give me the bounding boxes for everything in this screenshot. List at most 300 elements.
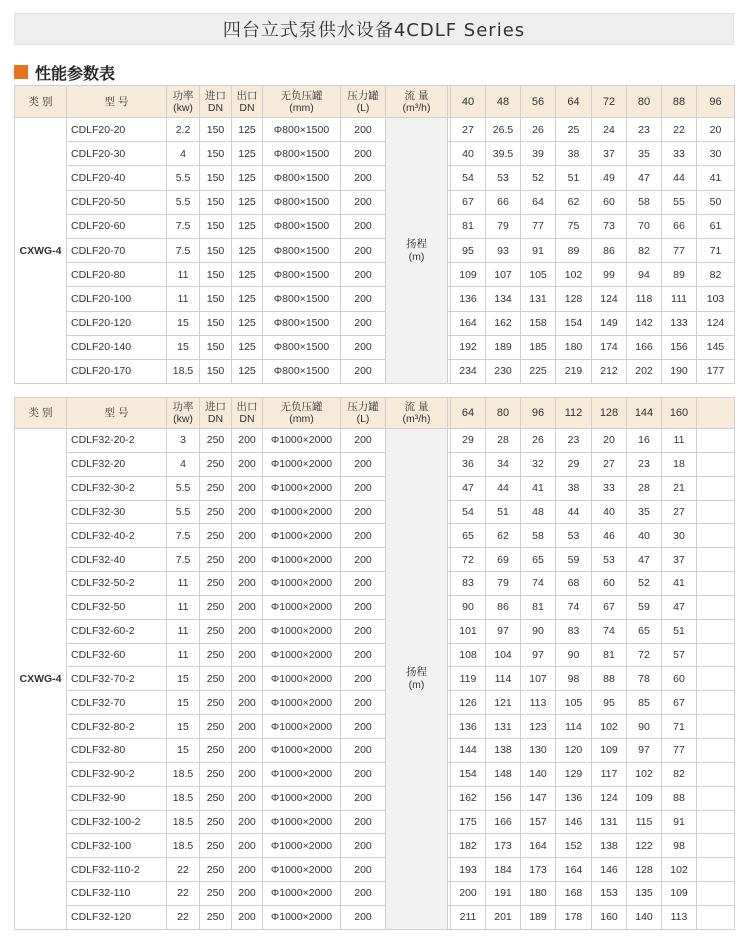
head-value-cell: 26 bbox=[521, 118, 556, 142]
head-value-cell: 74 bbox=[556, 595, 592, 619]
empty-cell bbox=[697, 858, 735, 882]
head-value-cell: 142 bbox=[627, 311, 662, 335]
outlet-header-label: 出口 bbox=[236, 89, 258, 102]
head-value-cell: 61 bbox=[697, 214, 735, 238]
outlet-cell: 125 bbox=[232, 359, 263, 383]
head-value-cell: 138 bbox=[486, 738, 521, 762]
head-value-cell: 90 bbox=[451, 595, 486, 619]
model-cell: CDLF32-100-2 bbox=[67, 810, 167, 834]
power-cell: 15 bbox=[167, 335, 200, 359]
table-row bbox=[15, 190, 735, 214]
head-value-cell: 85 bbox=[627, 691, 662, 715]
head-value-cell: 128 bbox=[556, 287, 592, 311]
head-value-cell: 164 bbox=[451, 311, 486, 335]
table-row bbox=[15, 595, 735, 619]
model-cell: CDLF32-110 bbox=[67, 882, 167, 906]
power-cell: 5.5 bbox=[167, 166, 200, 190]
power-cell: 11 bbox=[167, 595, 200, 619]
head-value-cell: 83 bbox=[451, 572, 486, 596]
head-value-cell: 212 bbox=[592, 359, 627, 383]
head-value-cell: 109 bbox=[627, 786, 662, 810]
head-value-cell: 101 bbox=[451, 619, 486, 643]
outlet-cell: 200 bbox=[232, 548, 263, 572]
head-value-cell: 157 bbox=[521, 810, 556, 834]
head-value-cell: 51 bbox=[556, 166, 592, 190]
head-value-cell: 189 bbox=[486, 335, 521, 359]
head-value-cell: 72 bbox=[627, 643, 662, 667]
inlet-cell: 250 bbox=[200, 738, 232, 762]
table-row bbox=[15, 810, 735, 834]
head-value-cell: 138 bbox=[592, 834, 627, 858]
head-value-cell: 89 bbox=[556, 238, 592, 262]
outlet-cell: 200 bbox=[232, 691, 263, 715]
head-value-cell: 102 bbox=[662, 858, 697, 882]
tank-cell: Φ800×1500 bbox=[263, 311, 341, 335]
outlet-cell: 200 bbox=[232, 786, 263, 810]
power-cell: 5.5 bbox=[167, 476, 200, 500]
outlet-cell: 200 bbox=[232, 810, 263, 834]
model-header: 型 号 bbox=[67, 86, 167, 118]
inlet-cell: 250 bbox=[200, 810, 232, 834]
model-cell: CDLF20-100 bbox=[67, 287, 167, 311]
head-value-cell: 104 bbox=[486, 643, 521, 667]
head-value-cell: 49 bbox=[592, 166, 627, 190]
outlet-cell: 125 bbox=[232, 142, 263, 166]
model-cell: CDLF20-170 bbox=[67, 359, 167, 383]
head-value-cell: 178 bbox=[556, 905, 592, 929]
model-cell: CDLF32-20 bbox=[67, 452, 167, 476]
outlet-header-label: 出口 bbox=[236, 401, 258, 413]
power-cell: 4 bbox=[167, 452, 200, 476]
outlet-cell: 200 bbox=[232, 452, 263, 476]
flow-value-header: 48 bbox=[486, 86, 521, 118]
head-value-cell: 145 bbox=[697, 335, 735, 359]
head-value-cell: 97 bbox=[627, 738, 662, 762]
square-marker-icon bbox=[14, 65, 28, 79]
head-value-cell: 166 bbox=[486, 810, 521, 834]
head-value-cell: 54 bbox=[451, 166, 486, 190]
head-value-cell: 20 bbox=[697, 118, 735, 142]
head-value-cell: 168 bbox=[556, 882, 592, 906]
head-value-cell: 111 bbox=[662, 287, 697, 311]
pressure-tank-cell: 200 bbox=[341, 691, 386, 715]
head-value-cell: 67 bbox=[662, 691, 697, 715]
inlet-cell: 250 bbox=[200, 548, 232, 572]
inlet-cell: 150 bbox=[200, 335, 232, 359]
head-value-cell: 144 bbox=[451, 738, 486, 762]
head-value-cell: 75 bbox=[556, 214, 592, 238]
head-value-cell: 148 bbox=[486, 762, 521, 786]
pressure-tank-cell: 200 bbox=[341, 834, 386, 858]
table-row bbox=[15, 905, 735, 929]
head-value-cell: 124 bbox=[697, 311, 735, 335]
head-value-cell: 71 bbox=[697, 238, 735, 262]
head-value-cell: 164 bbox=[556, 858, 592, 882]
head-value-cell: 174 bbox=[592, 335, 627, 359]
head-value-cell: 72 bbox=[451, 548, 486, 572]
head-value-cell: 117 bbox=[592, 762, 627, 786]
head-value-cell: 114 bbox=[486, 667, 521, 691]
pressure-tank-header-unit: (L) bbox=[356, 101, 370, 114]
pressure-tank-cell: 200 bbox=[341, 905, 386, 929]
tank-cell: Φ800×1500 bbox=[263, 118, 341, 142]
head-value-cell: 26 bbox=[521, 429, 556, 453]
head-value-cell: 81 bbox=[521, 595, 556, 619]
flow-value-header: 80 bbox=[486, 398, 521, 429]
head-value-cell: 113 bbox=[662, 905, 697, 929]
pressure-tank-cell: 200 bbox=[341, 715, 386, 739]
tank-cell: Φ1000×2000 bbox=[263, 667, 341, 691]
power-header-unit: (kw) bbox=[173, 101, 193, 114]
table-row bbox=[15, 166, 735, 190]
head-value-cell: 77 bbox=[521, 214, 556, 238]
power-cell: 15 bbox=[167, 691, 200, 715]
model-cell: CDLF32-50-2 bbox=[67, 572, 167, 596]
head-value-cell: 44 bbox=[486, 476, 521, 500]
table-row bbox=[15, 142, 735, 166]
empty-cell bbox=[697, 500, 735, 524]
head-value-cell: 58 bbox=[521, 524, 556, 548]
empty-cell bbox=[697, 452, 735, 476]
pressure-tank-cell: 200 bbox=[341, 643, 386, 667]
outlet-cell: 125 bbox=[232, 214, 263, 238]
power-cell: 18.5 bbox=[167, 786, 200, 810]
head-value-cell: 102 bbox=[556, 263, 592, 287]
outlet-cell: 200 bbox=[232, 715, 263, 739]
head-value-cell: 200 bbox=[451, 882, 486, 906]
pressure-tank-cell: 200 bbox=[341, 500, 386, 524]
model-cell: CDLF32-80-2 bbox=[67, 715, 167, 739]
head-label-cell bbox=[386, 118, 448, 384]
head-value-cell: 82 bbox=[662, 762, 697, 786]
tank-cell: Φ1000×2000 bbox=[263, 452, 341, 476]
tank-cell: Φ800×1500 bbox=[263, 359, 341, 383]
pressure-tank-header bbox=[341, 86, 386, 118]
head-value-cell: 177 bbox=[697, 359, 735, 383]
head-unit: (m) bbox=[408, 250, 425, 263]
outlet-cell: 125 bbox=[232, 311, 263, 335]
model-header: 型 号 bbox=[67, 398, 167, 429]
table-row bbox=[15, 786, 735, 810]
table-row bbox=[15, 762, 735, 786]
inlet-cell: 250 bbox=[200, 762, 232, 786]
inlet-cell: 150 bbox=[200, 166, 232, 190]
inlet-header bbox=[200, 86, 232, 118]
section-title: 性能参数表 bbox=[35, 63, 116, 83]
table-row bbox=[15, 429, 735, 453]
power-cell: 11 bbox=[167, 619, 200, 643]
empty-cell bbox=[697, 762, 735, 786]
head-value-cell: 102 bbox=[592, 715, 627, 739]
head-value-cell: 90 bbox=[556, 643, 592, 667]
head-value-cell: 160 bbox=[592, 905, 627, 929]
tank-cell: Φ1000×2000 bbox=[263, 524, 341, 548]
empty-header-cell bbox=[697, 398, 735, 429]
flow-header-unit: (m³/h) bbox=[402, 101, 431, 114]
outlet-cell: 125 bbox=[232, 335, 263, 359]
pressure-tank-cell: 200 bbox=[341, 858, 386, 882]
head-value-cell: 37 bbox=[662, 548, 697, 572]
model-cell: CDLF32-20-2 bbox=[67, 429, 167, 453]
head-value-cell: 94 bbox=[627, 263, 662, 287]
empty-cell bbox=[697, 524, 735, 548]
tank-cell: Φ1000×2000 bbox=[263, 810, 341, 834]
head-value-cell: 118 bbox=[627, 287, 662, 311]
head-value-cell: 40 bbox=[451, 142, 486, 166]
power-cell: 11 bbox=[167, 572, 200, 596]
head-value-cell: 102 bbox=[627, 762, 662, 786]
head-value-cell: 44 bbox=[662, 166, 697, 190]
outlet-cell: 200 bbox=[232, 905, 263, 929]
outlet-cell: 125 bbox=[232, 118, 263, 142]
head-value-cell: 28 bbox=[486, 429, 521, 453]
pressure-tank-cell: 200 bbox=[341, 548, 386, 572]
inlet-header-label: 进口 bbox=[205, 401, 226, 413]
performance-table-cdlf20 bbox=[14, 85, 735, 384]
pressure-tank-cell: 200 bbox=[341, 738, 386, 762]
head-value-cell: 95 bbox=[592, 691, 627, 715]
head-label: 扬程 bbox=[406, 237, 427, 250]
tank-cell: Φ1000×2000 bbox=[263, 834, 341, 858]
head-value-cell: 166 bbox=[627, 335, 662, 359]
model-cell: CDLF20-80 bbox=[67, 263, 167, 287]
tank-header bbox=[263, 398, 341, 429]
head-value-cell: 98 bbox=[662, 834, 697, 858]
inlet-cell: 250 bbox=[200, 476, 232, 500]
head-value-cell: 27 bbox=[592, 452, 627, 476]
table-row bbox=[15, 572, 735, 596]
head-value-cell: 89 bbox=[662, 263, 697, 287]
head-value-cell: 21 bbox=[662, 476, 697, 500]
outlet-header-unit: DN bbox=[239, 101, 255, 114]
flow-value-header: 112 bbox=[556, 398, 592, 429]
head-value-cell: 105 bbox=[521, 263, 556, 287]
head-value-cell: 29 bbox=[556, 452, 592, 476]
model-cell: CDLF32-40 bbox=[67, 548, 167, 572]
head-value-cell: 193 bbox=[451, 858, 486, 882]
pressure-tank-cell: 200 bbox=[341, 359, 386, 383]
flow-value-header: 40 bbox=[451, 86, 486, 118]
inlet-cell: 250 bbox=[200, 834, 232, 858]
head-value-cell: 46 bbox=[592, 524, 627, 548]
head-value-cell: 54 bbox=[451, 500, 486, 524]
head-value-cell: 23 bbox=[556, 429, 592, 453]
inlet-cell: 250 bbox=[200, 786, 232, 810]
model-cell: CDLF32-30 bbox=[67, 500, 167, 524]
flow-value-header: 56 bbox=[521, 86, 556, 118]
inlet-cell: 250 bbox=[200, 667, 232, 691]
head-value-cell: 95 bbox=[451, 238, 486, 262]
outlet-cell: 125 bbox=[232, 287, 263, 311]
model-cell: CDLF20-20 bbox=[67, 118, 167, 142]
model-cell: CDLF20-30 bbox=[67, 142, 167, 166]
pressure-tank-cell: 200 bbox=[341, 238, 386, 262]
head-value-cell: 81 bbox=[592, 643, 627, 667]
head-value-cell: 97 bbox=[486, 619, 521, 643]
head-value-cell: 82 bbox=[627, 238, 662, 262]
empty-cell bbox=[697, 619, 735, 643]
head-value-cell: 180 bbox=[556, 335, 592, 359]
flow-header bbox=[386, 398, 448, 429]
head-value-cell: 130 bbox=[521, 738, 556, 762]
head-value-cell: 81 bbox=[451, 214, 486, 238]
inlet-cell: 150 bbox=[200, 142, 232, 166]
tank-header-unit: (mm) bbox=[289, 101, 314, 114]
table-row bbox=[15, 311, 735, 335]
head-value-cell: 37 bbox=[592, 142, 627, 166]
inlet-cell: 250 bbox=[200, 905, 232, 929]
head-value-cell: 234 bbox=[451, 359, 486, 383]
head-value-cell: 18 bbox=[662, 452, 697, 476]
empty-cell bbox=[697, 691, 735, 715]
head-value-cell: 131 bbox=[521, 287, 556, 311]
tank-cell: Φ800×1500 bbox=[263, 142, 341, 166]
table-row bbox=[15, 619, 735, 643]
table-row bbox=[15, 858, 735, 882]
head-value-cell: 64 bbox=[521, 190, 556, 214]
empty-cell bbox=[697, 572, 735, 596]
head-value-cell: 86 bbox=[486, 595, 521, 619]
head-value-cell: 146 bbox=[592, 858, 627, 882]
head-value-cell: 185 bbox=[521, 335, 556, 359]
inlet-cell: 250 bbox=[200, 691, 232, 715]
head-value-cell: 62 bbox=[556, 190, 592, 214]
header-row bbox=[15, 86, 735, 118]
power-cell: 11 bbox=[167, 263, 200, 287]
outlet-cell: 200 bbox=[232, 882, 263, 906]
head-value-cell: 109 bbox=[662, 882, 697, 906]
table-row bbox=[15, 691, 735, 715]
head-value-cell: 59 bbox=[556, 548, 592, 572]
tank-cell: Φ1000×2000 bbox=[263, 905, 341, 929]
head-value-cell: 23 bbox=[627, 452, 662, 476]
head-value-cell: 60 bbox=[662, 667, 697, 691]
tank-cell: Φ800×1500 bbox=[263, 263, 341, 287]
head-value-cell: 53 bbox=[556, 524, 592, 548]
head-value-cell: 36 bbox=[451, 452, 486, 476]
head-value-cell: 152 bbox=[556, 834, 592, 858]
head-value-cell: 146 bbox=[556, 810, 592, 834]
head-value-cell: 107 bbox=[521, 667, 556, 691]
pressure-tank-cell: 200 bbox=[341, 882, 386, 906]
table-row bbox=[15, 359, 735, 383]
head-value-cell: 39 bbox=[521, 142, 556, 166]
power-header bbox=[167, 86, 200, 118]
pressure-tank-header-label: 压力罐 bbox=[347, 89, 379, 102]
inlet-cell: 250 bbox=[200, 524, 232, 548]
model-cell: CDLF32-50 bbox=[67, 595, 167, 619]
head-label-cell bbox=[386, 429, 448, 930]
tank-cell: Φ800×1500 bbox=[263, 238, 341, 262]
head-value-cell: 33 bbox=[662, 142, 697, 166]
flow-value-header: 64 bbox=[556, 86, 592, 118]
empty-cell bbox=[697, 786, 735, 810]
head-value-cell: 123 bbox=[521, 715, 556, 739]
head-value-cell: 91 bbox=[521, 238, 556, 262]
head-value-cell: 190 bbox=[662, 359, 697, 383]
power-cell: 22 bbox=[167, 858, 200, 882]
power-cell: 2.2 bbox=[167, 118, 200, 142]
head-value-cell: 90 bbox=[627, 715, 662, 739]
empty-cell bbox=[697, 905, 735, 929]
pressure-tank-cell: 200 bbox=[341, 667, 386, 691]
model-cell: CDLF32-70-2 bbox=[67, 667, 167, 691]
head-value-cell: 180 bbox=[521, 882, 556, 906]
head-value-cell: 52 bbox=[627, 572, 662, 596]
head-value-cell: 107 bbox=[486, 263, 521, 287]
flow-value-header: 64 bbox=[451, 398, 486, 429]
head-value-cell: 62 bbox=[486, 524, 521, 548]
power-header-unit: (kw) bbox=[173, 413, 193, 425]
head-value-cell: 88 bbox=[592, 667, 627, 691]
head-value-cell: 184 bbox=[486, 858, 521, 882]
head-value-cell: 47 bbox=[627, 548, 662, 572]
head-value-cell: 83 bbox=[556, 619, 592, 643]
head-value-cell: 23 bbox=[627, 118, 662, 142]
head-value-cell: 147 bbox=[521, 786, 556, 810]
inlet-cell: 250 bbox=[200, 452, 232, 476]
head-value-cell: 34 bbox=[486, 452, 521, 476]
head-value-cell: 173 bbox=[486, 834, 521, 858]
flow-value-header: 144 bbox=[627, 398, 662, 429]
head-value-cell: 67 bbox=[451, 190, 486, 214]
table-row bbox=[15, 524, 735, 548]
table-row bbox=[15, 287, 735, 311]
empty-cell bbox=[697, 738, 735, 762]
head-value-cell: 135 bbox=[627, 882, 662, 906]
outlet-header-unit: DN bbox=[239, 413, 255, 425]
head-value-cell: 53 bbox=[592, 548, 627, 572]
head-value-cell: 73 bbox=[592, 214, 627, 238]
inlet-cell: 150 bbox=[200, 238, 232, 262]
head-unit: (m) bbox=[408, 678, 425, 691]
pressure-tank-cell: 200 bbox=[341, 524, 386, 548]
outlet-cell: 200 bbox=[232, 476, 263, 500]
power-cell: 18.5 bbox=[167, 359, 200, 383]
head-value-cell: 156 bbox=[662, 335, 697, 359]
head-value-cell: 182 bbox=[451, 834, 486, 858]
head-value-cell: 211 bbox=[451, 905, 486, 929]
head-value-cell: 115 bbox=[627, 810, 662, 834]
flow-value-header: 80 bbox=[627, 86, 662, 118]
head-value-cell: 47 bbox=[451, 476, 486, 500]
head-value-cell: 35 bbox=[627, 500, 662, 524]
pressure-tank-cell: 200 bbox=[341, 572, 386, 596]
power-cell: 11 bbox=[167, 287, 200, 311]
head-value-cell: 149 bbox=[592, 311, 627, 335]
head-value-cell: 131 bbox=[592, 810, 627, 834]
inlet-cell: 150 bbox=[200, 214, 232, 238]
power-header-label: 功率 bbox=[172, 401, 194, 413]
power-header-label: 功率 bbox=[172, 89, 194, 102]
empty-cell bbox=[697, 429, 735, 453]
head-value-cell: 97 bbox=[521, 643, 556, 667]
head-value-cell: 136 bbox=[451, 715, 486, 739]
power-cell: 15 bbox=[167, 715, 200, 739]
table-row bbox=[15, 263, 735, 287]
head-value-cell: 133 bbox=[662, 311, 697, 335]
head-value-cell: 158 bbox=[521, 311, 556, 335]
power-cell: 7.5 bbox=[167, 238, 200, 262]
empty-cell bbox=[697, 834, 735, 858]
pressure-tank-cell: 200 bbox=[341, 762, 386, 786]
head-value-cell: 66 bbox=[662, 214, 697, 238]
head-value-cell: 140 bbox=[627, 905, 662, 929]
model-cell: CDLF32-110-2 bbox=[67, 858, 167, 882]
head-value-cell: 201 bbox=[486, 905, 521, 929]
head-value-cell: 65 bbox=[451, 524, 486, 548]
head-value-cell: 52 bbox=[521, 166, 556, 190]
